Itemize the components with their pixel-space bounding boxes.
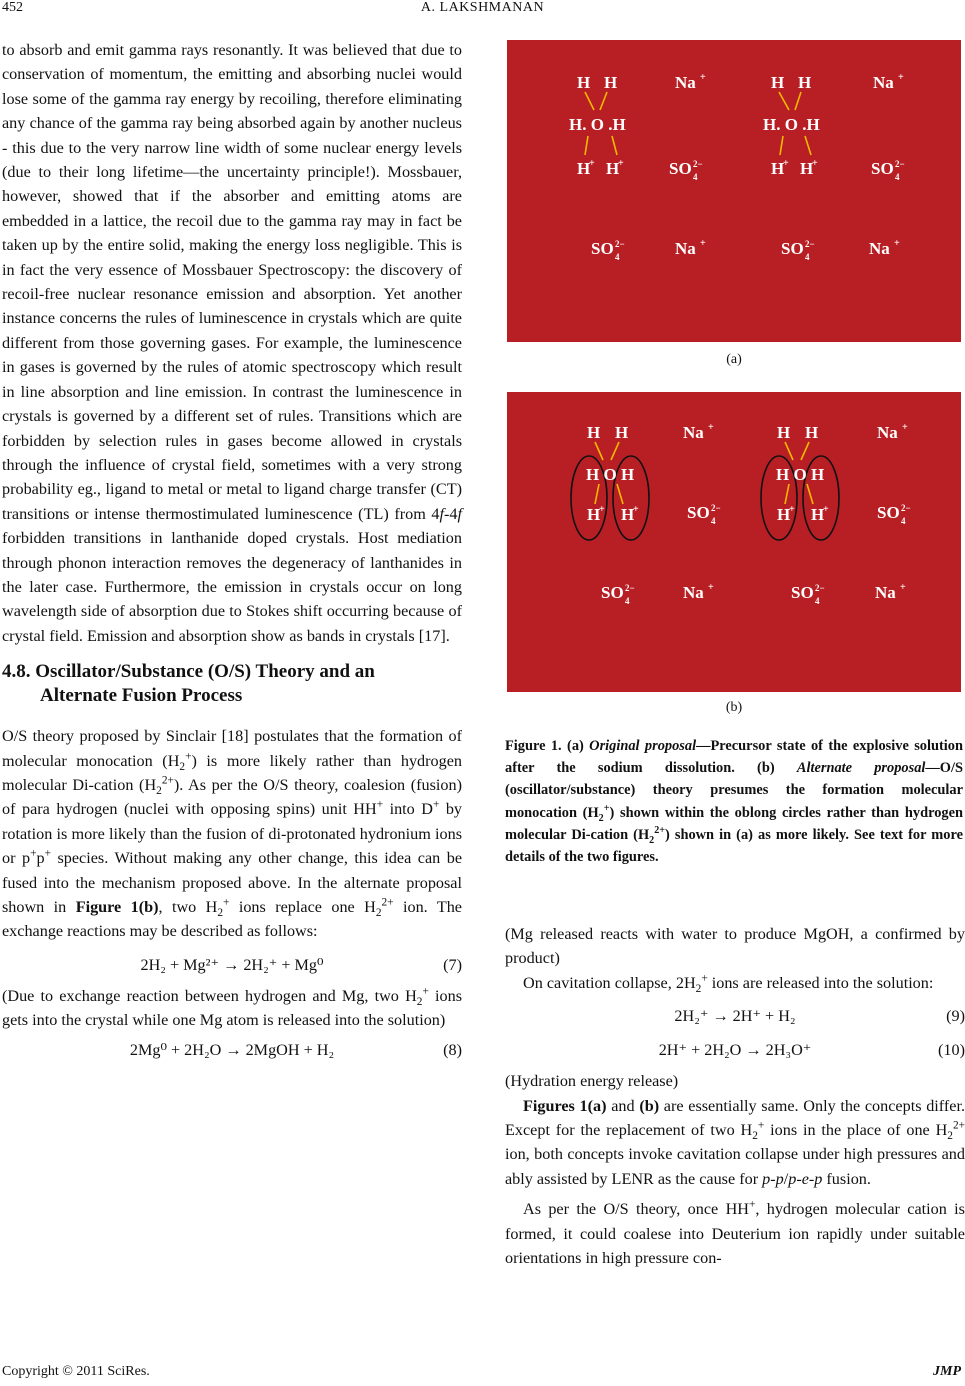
svg-text:4: 4 xyxy=(805,252,810,262)
h-atom: H xyxy=(604,73,618,92)
figure-1a xyxy=(507,40,961,342)
paragraph: (Mg released reacts with water to produce MgOH, a confirmed by product) xyxy=(505,925,965,968)
page-header xyxy=(0,0,965,22)
sulfate-ion: SO xyxy=(781,239,804,258)
na-ion: Na xyxy=(875,583,896,602)
svg-text:+: + xyxy=(823,504,829,515)
svg-text:+: + xyxy=(708,582,714,593)
na-ion: Na xyxy=(675,73,696,92)
na-ion: Na xyxy=(675,239,696,258)
left-column xyxy=(2,38,462,1067)
svg-text:2−: 2− xyxy=(805,239,815,249)
svg-text:+: + xyxy=(700,238,706,249)
copyright: Copyright © 2011 SciRes. xyxy=(2,1364,150,1379)
water-molecule: H. O .H xyxy=(763,115,820,134)
h-atom: H xyxy=(587,423,601,442)
sulfate-ion: SO xyxy=(877,503,900,522)
svg-text:4: 4 xyxy=(693,172,698,182)
svg-text:+: + xyxy=(708,422,714,433)
h-ion: H xyxy=(577,159,591,178)
sulfate-ion: SO xyxy=(669,159,692,178)
paragraph: (Hydration energy release) xyxy=(505,1072,679,1091)
figure-reference: Figure 1(b) xyxy=(75,898,159,916)
svg-text:2−: 2− xyxy=(815,583,825,593)
svg-text:4: 4 xyxy=(615,252,620,262)
svg-text:+: + xyxy=(700,72,706,83)
page-number: 452 xyxy=(2,0,23,15)
paragraph: to absorb and emit gamma rays resonantly. It was believed that due to conservation of momentum, the emitting and absorbing nuclei would lose some of the gamma ray energy by recoiling, therefore eliminating any chance of the gamma ray being absorbed again by another nucleus - this due to the very narrow line width of some nuclear energy levels (due to their long lifetime—the uncertainty principle!). Mossbauer, however, showed that if the absorber and emitting atoms are embedded in a lattice, the recoil due to the gamma ray may in fact be taken up by the entire solid, making the energy loss negligible. This is in fact the very essence of Mossbauer Spectroscopy: the discovery of recoil-free nuclear resonance emission and absorption. Yet another instance concerns the rules of luminescence in crystals which are quite different from those governing gases. For example, the luminescence in gases is governed by the rules of atomic spectroscopy which result in line absorption and line emission. In contrast the luminescence in crystals is governed by a different set of rules. Transitions which are forbidden by selection rules in gases become allowed in crystals through the influence of crystal field, sometimes with a very strong probability eg., ligand to metal or metal to ligand charge transfer (CT) transitions or intense thermostimulated luminescence (TL) from 4f-4f forbidden transitions in lanthanide doped crystals. Host mediation through phonon interaction removes the degeneracy of lanthanides in the later case. Furthermore, the emission in crystals occur on long wavelength side of absorption due to Stokes shift occurring because of crystal field. Emission and absorption show as bands in crystals [17]. xyxy=(2,41,462,645)
svg-text:2−: 2− xyxy=(625,583,635,593)
h-ion: H xyxy=(606,159,620,178)
svg-text:+: + xyxy=(783,158,789,169)
h-atom: H xyxy=(805,423,819,442)
svg-text:4: 4 xyxy=(895,172,900,182)
svg-text:+: + xyxy=(633,504,639,515)
paragraph: (Due to exchange reaction between hydrogen and Mg, two $H_2^+$ ions gets into the crystal while one Mg atom is released into the solution) xyxy=(2,985,462,1030)
svg-text:2−: 2− xyxy=(693,159,703,169)
sulfate-ion: SO xyxy=(791,583,814,602)
h-atom: H xyxy=(798,73,812,92)
water-molecule: H O H xyxy=(586,465,635,484)
na-ion: Na xyxy=(877,423,898,442)
h-ion: H xyxy=(771,159,785,178)
sulfate-ion: SO xyxy=(687,503,710,522)
svg-text:+: + xyxy=(902,422,908,433)
na-ion: Na xyxy=(869,239,890,258)
figure-1b xyxy=(507,392,961,692)
h-ion: H xyxy=(777,505,791,524)
h-ion: H xyxy=(621,505,635,524)
right-column xyxy=(505,922,965,1270)
equation-7: 2H₂ + Mg²⁺ → 2H₂⁺ + Mg⁰ (7) xyxy=(140,955,462,974)
svg-text:+: + xyxy=(894,238,900,249)
water-molecule: H O H xyxy=(776,465,825,484)
running-head: A. LAKSHMANAN xyxy=(420,0,545,15)
svg-text:+: + xyxy=(900,582,906,593)
figure-1b-diagram xyxy=(507,392,961,692)
na-ion: Na xyxy=(683,423,704,442)
h-atom: H xyxy=(777,423,791,442)
na-ion: Na xyxy=(873,73,894,92)
journal-name: JMP xyxy=(933,1364,961,1379)
equation-9: 2H₂⁺ → 2H⁺ + H₂ (9) xyxy=(674,1007,965,1026)
sulfate-ion: SO xyxy=(601,583,624,602)
figure-label-a: (a) xyxy=(726,352,742,367)
na-ion: Na xyxy=(683,583,704,602)
svg-text:+: + xyxy=(589,158,595,169)
h-ion: H xyxy=(587,505,601,524)
sulfate-ion: SO xyxy=(871,159,894,178)
svg-text:4: 4 xyxy=(711,516,716,526)
h-ion: H xyxy=(800,159,814,178)
h-atom: H xyxy=(771,73,785,92)
svg-text:4: 4 xyxy=(901,516,906,526)
svg-text:+: + xyxy=(618,158,624,169)
svg-text:2−: 2− xyxy=(901,503,911,513)
figure-label-b: (b) xyxy=(725,700,743,715)
sulfate-ion: SO xyxy=(591,239,614,258)
water-molecule: H. O .H xyxy=(569,115,626,134)
figure-1a-diagram xyxy=(507,40,961,342)
h-atom: H xyxy=(615,423,629,442)
section-heading: 4.8. Oscillator/Substance (O/S) Theory and an Alternate Fusion Process xyxy=(2,661,375,707)
paragraph: Figures 1(a) and (b) are essentially same. Only the concepts differ. Except for the replacement of two $H_2^+$ ions in the place of one $H_2^{2+}$ ion, both concepts invoke cavitation collapse under high pressures and ably assisted by LENR as the cause for p-p/p-e-p fusion. xyxy=(505,1096,965,1188)
svg-text:+: + xyxy=(599,504,605,515)
svg-text:+: + xyxy=(898,72,904,83)
paragraph: On cavitation collapse, $2H_2^+$ ions are released into the solution: xyxy=(523,972,934,996)
svg-text:+: + xyxy=(789,504,795,515)
svg-text:2−: 2− xyxy=(615,239,625,249)
paragraph: As per the O/S theory, once HH+, hydrogen molecular cation is formed, it could coalese into Deuterium ion rapidly under suitable orientations in high pressure con- xyxy=(505,1198,965,1268)
h-ion: H xyxy=(811,505,825,524)
svg-text:4: 4 xyxy=(625,596,630,606)
h-atom: H xyxy=(577,73,591,92)
svg-text:2−: 2− xyxy=(711,503,721,513)
equation-10: 2H⁺ + 2H₂O → 2H₃O⁺ (10) xyxy=(658,1041,965,1060)
svg-text:4: 4 xyxy=(815,596,820,606)
svg-text:2−: 2− xyxy=(895,159,905,169)
equation-8: 2Mg⁰ + 2H₂O → 2MgOH + H₂ (8) xyxy=(129,1040,462,1059)
paragraph: O/S theory proposed by Sinclair [18] postulates that the formation of molecular monocation $(H_2^+)$ is more likely rather than hydrogen molecular Di-cation $(H_2^{2+})$. As per the O/S theory, coalesion (fusion) of para hydrogen (nuclei with opposing spins) unit HH+ into D+ by rotation is more likely than the fusion of di-protonated hydronium ions or p+p+ species. Without making any other change, this idea can be fused into the mechanism proposed above. In the alternate proposal shown in Figure 1(b), two $H_2^+$ ions replace one $H_2^{2+}$ ion. The exchange reactions may be described as follows: xyxy=(2,727,463,941)
figure-caption: Figure 1. (a) Original proposal—Precursor state of the explosive solution after the sodium dissolution. (b) Alternate proposal—O/S (oscillator/substance) theory presumes the formation molecular monocation $(H_2^+)$ shown within the oblong circles rather than hydrogen molecular Di-cation $(H_2^{2+})$ shown in (a) as more likely. See text for more details of the two figures. xyxy=(505,738,963,866)
svg-text:+: + xyxy=(812,158,818,169)
